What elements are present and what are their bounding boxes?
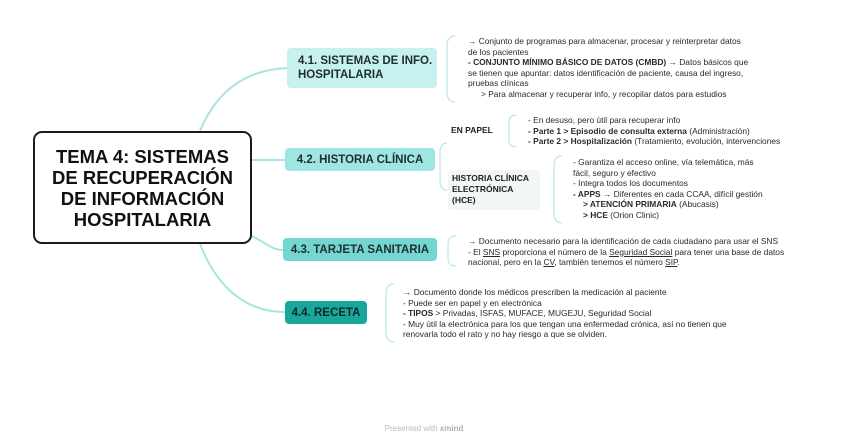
note-underlined: SIP [665,257,678,268]
subtopic-hce[interactable]: HISTORIA CLÍNICA ELECTRÓNICA (HCE) [448,170,540,210]
note-text: nacional, pero en la [468,257,544,268]
note-line: - En desuso, pero útil para recuperar info [528,115,681,125]
note-line [528,136,780,147]
footer-watermark [0,424,848,433]
connector-root-t1 [200,68,287,131]
bracket-t2 [440,143,447,190]
note-en-papel [528,115,780,147]
note-bold: - Parte 2 > Hospitalización [528,136,633,147]
note-line: fácil, seguro y efectivo [573,167,656,178]
note-bold: > HCE [583,209,608,220]
note-line: - Muy útil la electrónica para los que tengan una enfermedad crónica, así no tienen que [403,318,727,329]
note-underlined: SNS [482,246,501,257]
topic-historia-clinica[interactable]: 4.2. HISTORIA CLÍNICA [285,148,435,171]
note-line: - Garantiza el acceso online, vía telemática, más [573,157,754,167]
note-text: (Orion Clinic) [607,209,660,220]
footer-prefix: Presented with [384,424,440,433]
topic-sistemas-info[interactable]: 4.1. SISTEMAS DE INFO. HOSPITALARIA [287,48,437,88]
connector-root-t4 [200,244,285,312]
note-text: → Datos básicos que [666,57,749,68]
note-text: (Abucasis) [676,199,719,210]
note-line: se tienen que apuntar: datos identificación de paciente, causa del ingreso, [468,67,744,78]
note-line [468,257,784,268]
note-tarjeta-sanitaria [468,236,784,268]
footer-brand: xmind [439,424,464,433]
note-text: . [677,257,680,268]
note-text: → Diferentes en cada CCAA, difícil gestión [600,188,763,199]
note-line: pruebas clínicas [468,78,529,89]
note-receta [403,287,727,340]
note-bold: > ATENCIÓN PRIMARIA [583,199,677,210]
bracket-hce [554,156,562,223]
note-bold: - TIPOS [403,308,434,319]
bracket-t4 [386,284,394,342]
note-underlined: Seguridad Social [609,246,673,257]
note-line: - Puede ser en papel y en electrónica [403,297,542,308]
note-line [403,308,727,319]
note-line [528,126,780,137]
note-hce [573,157,763,221]
note-line: > Para almacenar y recuperar info, y recopilar datos para estudios [481,88,727,99]
note-line: de los pacientes [468,46,529,57]
topic-receta[interactable]: 4.4. RECETA [285,301,367,324]
central-topic[interactable]: TEMA 4: SISTEMAS DE RECUPERACIÓN DE INFORMACIÓN HOSPITALARIA [33,131,252,244]
note-line: → Documento necesario para la identificación de cada ciudadano para usar el SNS [468,236,779,246]
note-text: - El [468,246,483,257]
note-bold: - Parte 1 > Episodio de consulta externa [528,125,687,136]
note-line [573,189,763,200]
note-bold: - APPS [573,188,601,199]
note-line [468,247,784,258]
note-text: > Privadas, ISFAS, MUFACE, MUGEJU, Seguridad Social [433,308,652,319]
note-line [573,210,763,221]
note-text: proporciona el número de la [500,246,610,257]
topic-tarjeta-sanitaria[interactable]: 4.3. TARJETA SANITARIA [283,238,437,261]
note-line: - Integra todos los documentos [573,178,688,189]
note-text: , también tenemos el número [554,257,666,268]
note-line [573,199,763,210]
note-line: → Documento donde los médicos prescriben la medicación al paciente [403,287,667,297]
note-line [468,57,748,68]
subtopic-en-papel[interactable]: EN PAPEL [451,125,493,135]
bracket-t3 [448,236,456,266]
note-sistemas-info [468,36,748,100]
note-text: (Administración) [686,125,750,136]
note-line: → Conjunto de programas para almacenar, procesar y reinterpretar datos [468,36,741,46]
note-line: renovarla todo el rato y no hay riesgo a que se olviden. [403,329,607,340]
note-text: (Tratamiento, evolución, intervenciones [632,136,781,147]
connector-root-t3 [252,236,283,250]
note-text: para tener una base de datos [672,246,785,257]
bracket-t1 [447,36,455,102]
note-bold: - CONJUNTO MÍNIMO BÁSICO DE DATOS (CMBD) [468,57,667,68]
bracket-paper [509,115,516,147]
note-underlined: CV [543,257,555,268]
